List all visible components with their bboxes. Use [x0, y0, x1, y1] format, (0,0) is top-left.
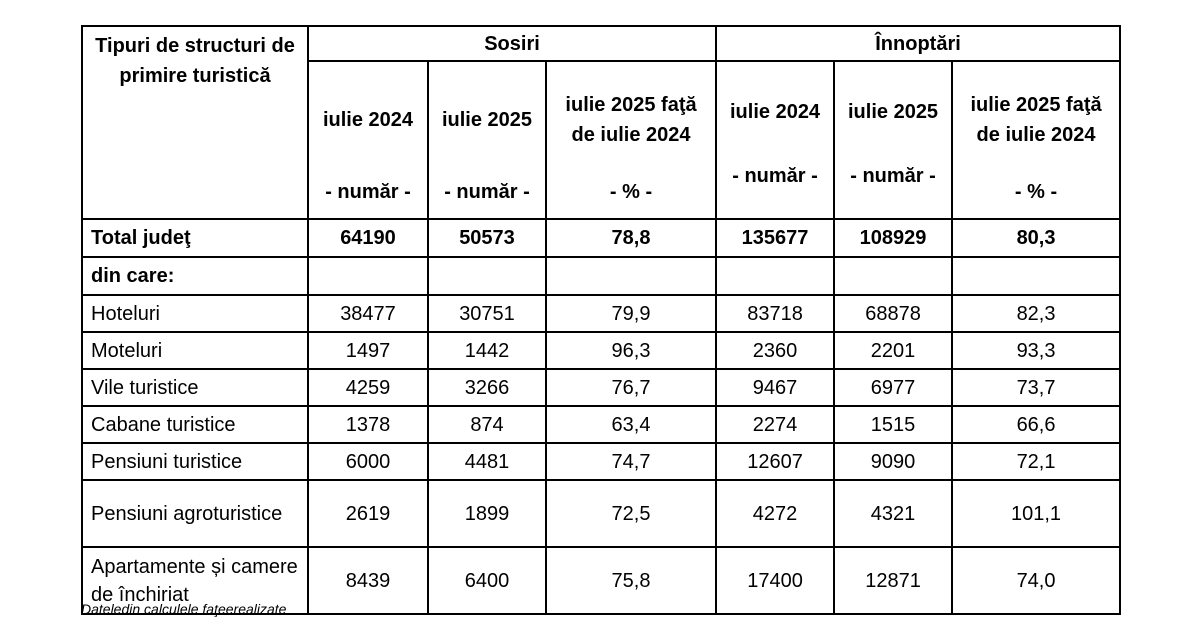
document: [81, 25, 1121, 615]
cell-value: 79,9: [546, 295, 716, 332]
cell-value: 1442: [428, 332, 546, 369]
column-unit: - număr -: [444, 181, 530, 203]
cell-value: 30751: [428, 295, 546, 332]
column-title: iulie 2025: [848, 101, 939, 123]
header-row-groups: [82, 26, 1120, 61]
column-title: iulie 2024: [322, 109, 414, 131]
section-row: [82, 257, 1120, 295]
row-label: Cabane turistice: [82, 406, 308, 443]
table-row: [82, 406, 1120, 443]
empty-cell: [952, 257, 1120, 295]
header-column: [952, 61, 1120, 219]
cell-value: 1378: [308, 406, 428, 443]
cell-value: 12607: [716, 443, 834, 480]
column-unit: - număr -: [732, 165, 818, 187]
cell-value: 4259: [308, 369, 428, 406]
tourism-statistics-table: [81, 25, 1121, 615]
cell-value: 2619: [308, 480, 428, 547]
cell-value: 73,7: [952, 369, 1120, 406]
cell-value: 4321: [834, 480, 952, 547]
cell-value: 50573: [428, 219, 546, 257]
cell-value: 63,4: [546, 406, 716, 443]
header-column: [716, 61, 834, 219]
header-column: [428, 61, 546, 219]
table-row: [82, 443, 1120, 480]
cell-value: 64190: [308, 219, 428, 257]
cell-value: 1515: [834, 406, 952, 443]
cell-value: 75,8: [546, 547, 716, 614]
cell-value: 82,3: [952, 295, 1120, 332]
header-structure-type: Tipuri de structuri de primire turistică: [82, 26, 308, 219]
cell-value: 74,7: [546, 443, 716, 480]
cell-value: 83718: [716, 295, 834, 332]
header-column: [834, 61, 952, 219]
cell-value: 66,6: [952, 406, 1120, 443]
cell-value: 101,1: [952, 480, 1120, 547]
cell-value: 4481: [428, 443, 546, 480]
table-row: [82, 369, 1120, 406]
cell-value: 12871: [834, 547, 952, 614]
table-row: [82, 332, 1120, 369]
cell-value: 17400: [716, 547, 834, 614]
cell-value: 6400: [428, 547, 546, 614]
empty-cell: [716, 257, 834, 295]
cell-value: 6977: [834, 369, 952, 406]
column-unit: - % -: [1014, 181, 1058, 203]
cell-value: 72,1: [952, 443, 1120, 480]
column-unit: - număr -: [850, 165, 936, 187]
table-row: [82, 295, 1120, 332]
header-arrivals: Sosiri: [308, 26, 716, 61]
empty-cell: [308, 257, 428, 295]
column-title: iulie 2025 faţă de iulie 2024: [565, 94, 697, 146]
empty-cell: [834, 257, 952, 295]
cell-value: 72,5: [546, 480, 716, 547]
column-unit: - număr -: [325, 181, 411, 203]
row-label: Pensiuni agroturistice: [82, 480, 308, 547]
cell-value: 2274: [716, 406, 834, 443]
row-label: Apartamente și camere de închiriat: [82, 547, 308, 614]
row-label: Hoteluri: [82, 295, 308, 332]
cell-value: 2201: [834, 332, 952, 369]
cell-value: 108929: [834, 219, 952, 257]
empty-cell: [546, 257, 716, 295]
cell-value: 1497: [308, 332, 428, 369]
row-label: Moteluri: [82, 332, 308, 369]
cell-value: 8439: [308, 547, 428, 614]
cell-value: 9090: [834, 443, 952, 480]
header-column: [308, 61, 428, 219]
row-label: Total judeţ: [82, 219, 308, 257]
cell-value: 96,3: [546, 332, 716, 369]
table-row: [82, 480, 1120, 547]
cell-value: 38477: [308, 295, 428, 332]
row-label: Pensiuni turistice: [82, 443, 308, 480]
cell-value: 135677: [716, 219, 834, 257]
row-label: Vile turistice: [82, 369, 308, 406]
cell-value: 78,8: [546, 219, 716, 257]
section-label: din care:: [82, 257, 308, 295]
cell-value: 1899: [428, 480, 546, 547]
header-overnights: Înnoptări: [716, 26, 1120, 61]
cell-value: 74,0: [952, 547, 1120, 614]
cell-value: 4272: [716, 480, 834, 547]
footnote: Dateledin calculele faţeerealizate: [81, 601, 287, 617]
column-title: iulie 2025: [441, 109, 533, 131]
cell-value: 3266: [428, 369, 546, 406]
cell-value: 2360: [716, 332, 834, 369]
cell-value: 874: [428, 406, 546, 443]
cell-value: 80,3: [952, 219, 1120, 257]
cell-value: 93,3: [952, 332, 1120, 369]
empty-cell: [428, 257, 546, 295]
cell-value: 9467: [716, 369, 834, 406]
total-row: [82, 219, 1120, 257]
cell-value: 76,7: [546, 369, 716, 406]
column-title: iulie 2025 faţă de iulie 2024: [970, 94, 1102, 146]
cell-value: 68878: [834, 295, 952, 332]
column-title: iulie 2024: [730, 101, 821, 123]
column-unit: - % -: [609, 181, 653, 203]
cell-value: 6000: [308, 443, 428, 480]
header-column: [546, 61, 716, 219]
